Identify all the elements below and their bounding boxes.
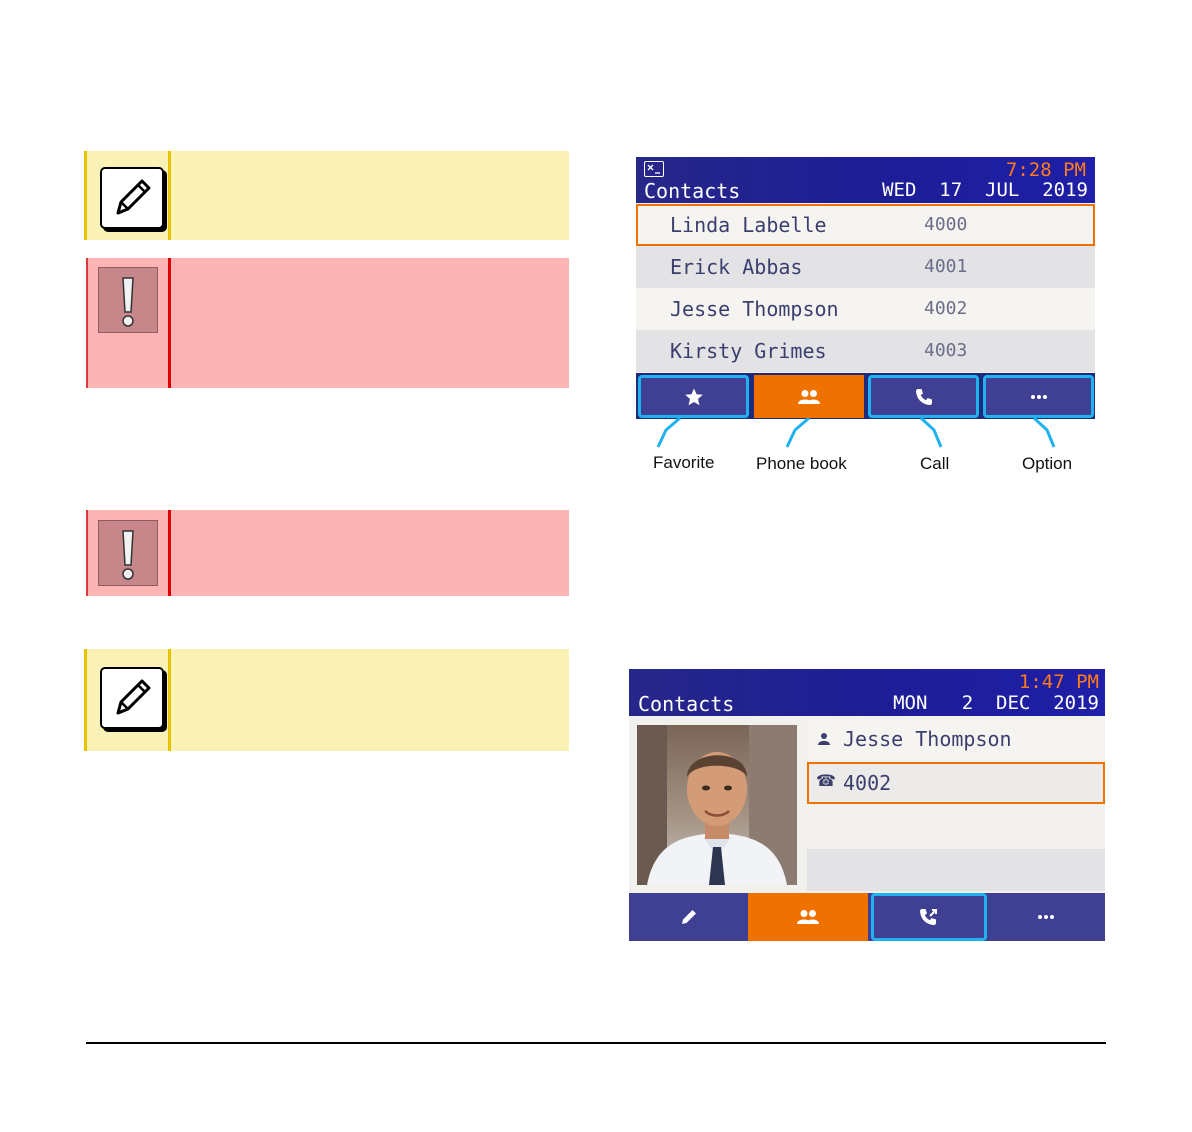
contact-name: Kirsty Grimes — [670, 339, 827, 363]
detail-contact-name: Jesse Thompson — [843, 727, 1012, 751]
contact-number: 4001 — [924, 256, 968, 277]
screen-header — [636, 157, 1095, 203]
phone-icon — [915, 388, 933, 406]
footer-rule — [86, 1042, 1106, 1044]
more-icon — [1030, 394, 1048, 400]
exclamation-icon — [98, 520, 158, 586]
softkey-edit[interactable] — [629, 893, 748, 941]
softkey-callout-lines — [636, 418, 1095, 452]
contact-row[interactable] — [636, 246, 1095, 288]
contact-row[interactable] — [636, 288, 1095, 330]
pencil-note-icon — [100, 667, 164, 729]
contact-row[interactable] — [636, 330, 1095, 372]
detail-number-row[interactable] — [807, 762, 1105, 804]
detail-contact-number: 4002 — [843, 771, 892, 795]
contact-name: Erick Abbas — [670, 255, 803, 279]
contact-photo — [637, 725, 797, 885]
pencil-note-icon — [100, 167, 164, 229]
softkey-option[interactable] — [987, 893, 1105, 941]
person-icon — [817, 732, 831, 746]
softkey-call[interactable] — [868, 375, 979, 418]
softkey-phone-book[interactable] — [754, 375, 864, 418]
contacts-app-icon — [644, 161, 664, 177]
softkey-phone-book[interactable] — [748, 893, 868, 941]
caution-box-2 — [86, 510, 569, 596]
clock-date: MON 2 DEC 2019 — [893, 692, 1099, 714]
contact-name: Jesse Thompson — [670, 297, 839, 321]
softkey-label-phone-book: Phone book — [756, 454, 847, 473]
screen-title: Contacts — [638, 692, 735, 716]
caution-divider — [168, 510, 171, 596]
clock-time: 7:28 PM — [1005, 159, 1086, 181]
softkey-call[interactable] — [871, 893, 987, 941]
phonebook-icon — [796, 909, 820, 925]
detail-name-row — [807, 721, 1105, 759]
pencil-icon — [680, 908, 698, 926]
contact-name: Linda Labelle — [670, 213, 827, 237]
caution-box-1 — [86, 258, 569, 388]
contact-number: 4000 — [924, 214, 968, 235]
telephone-icon: ☎ — [816, 771, 836, 790]
phone-screen-contacts-list — [636, 157, 1095, 419]
exclamation-icon — [98, 267, 158, 333]
caution-divider — [168, 258, 171, 388]
detail-empty-row — [807, 849, 1105, 891]
screen-title: Contacts — [644, 179, 741, 203]
clock-time: 1:47 PM — [1018, 671, 1099, 693]
note-box-1 — [84, 151, 569, 240]
softkey-label-option: Option — [1022, 454, 1073, 473]
softkey-label-call: Call — [920, 454, 950, 473]
screen-header — [629, 669, 1105, 716]
phone-screen-contact-detail — [629, 669, 1105, 941]
contact-number: 4003 — [924, 340, 968, 361]
phonebook-icon — [797, 389, 821, 405]
contact-row[interactable] — [636, 204, 1095, 246]
softkey-label-favorite: Favorite — [653, 453, 715, 472]
contact-number: 4002 — [924, 298, 968, 319]
star-icon — [684, 387, 704, 407]
note-divider — [168, 649, 171, 751]
more-icon — [1037, 914, 1055, 920]
clock-date: WED 17 JUL 2019 — [882, 179, 1088, 201]
softkey-option[interactable] — [983, 375, 1094, 418]
note-box-2 — [84, 649, 569, 751]
call-transfer-icon — [919, 907, 939, 927]
softkey-favorite[interactable] — [638, 375, 749, 418]
note-divider — [168, 151, 171, 240]
